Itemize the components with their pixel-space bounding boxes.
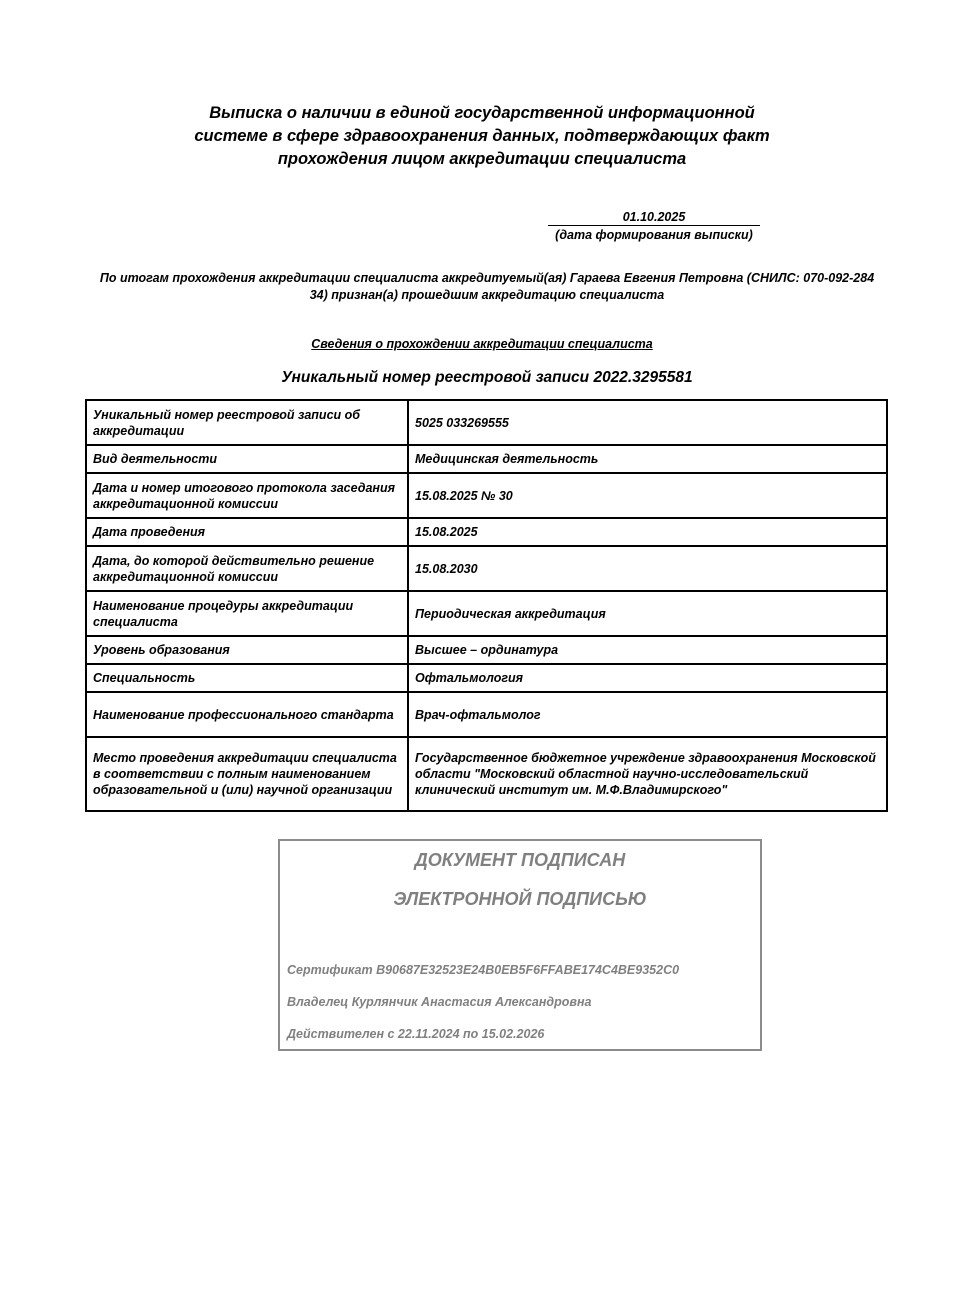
formation-date: 01.10.2025	[548, 209, 760, 226]
accreditation-statement: По итогам прохождения аккредитации специалиста аккредитуемый(ая) Гараева Евгения Петровна (СНИЛС: 070-092-284 34) признан(а) прошедшим аккредитацию специалиста	[99, 271, 875, 302]
table-row	[86, 445, 887, 473]
row-label: Специальность	[86, 664, 408, 692]
section-heading: Сведения о прохождении аккредитации специалиста	[311, 337, 653, 351]
row-label: Дата проведения	[86, 518, 408, 546]
table-row	[86, 546, 887, 591]
registry-number-heading: Уникальный номер реестровой записи 2022.3295581	[281, 369, 693, 386]
table-row	[86, 400, 887, 445]
title-line: прохождения лицом аккредитации специалиста	[277, 150, 687, 168]
signature-title-line1: ДОКУМЕНТ ПОДПИСАН	[414, 850, 626, 870]
row-label: Вид деятельности	[86, 445, 408, 473]
table-row	[86, 692, 887, 737]
row-value: Государственное бюджетное учреждение здравоохранения Московской области "Московский областной научно-исследовательский клинический институт им. М.Ф.Владимирского"	[408, 737, 887, 811]
title-line: системе в сфере здравоохранения данных, подтверждающих факт	[194, 127, 770, 145]
electronic-signature-stamp	[278, 839, 762, 1051]
document-title	[0, 102, 964, 171]
row-label: Дата и номер итогового протокола заседания аккредитационной комиссии	[86, 473, 408, 518]
formation-date-block	[548, 209, 760, 244]
row-label: Наименование процедуры аккредитации специалиста	[86, 591, 408, 636]
row-value: Периодическая аккредитация	[408, 591, 887, 636]
signature-validity: Действителен с 22.11.2024 по 15.02.2026	[287, 1027, 545, 1041]
row-label: Дата, до которой действительно решение аккредитационной комиссии	[86, 546, 408, 591]
row-value: Врач-офтальмолог	[408, 692, 887, 737]
row-value: 15.08.2030	[408, 546, 887, 591]
signature-certificate: Сертификат B90687E32523E24B0EB5F6FFABE174C4BE9352C0	[287, 963, 680, 977]
table-row	[86, 636, 887, 664]
signature-title-line2: ЭЛЕКТРОННОЙ ПОДПИСЬЮ	[393, 889, 647, 909]
table-row	[86, 591, 887, 636]
row-value: Высшее – ординатура	[408, 636, 887, 664]
row-value: Медицинская деятельность	[408, 445, 887, 473]
table-row	[86, 518, 887, 546]
signature-owner: Владелец Курлянчик Анастасия Александровна	[287, 995, 592, 1009]
formation-date-caption: (дата формирования выписки)	[555, 228, 753, 242]
row-label: Место проведения аккредитации специалиста в соответствии с полным наименованием образовательной и (или) научной организации	[86, 737, 408, 811]
row-label: Наименование профессионального стандарта	[86, 692, 408, 737]
title-line: Выписка о наличии в единой государственной информационной	[209, 104, 755, 122]
table-row	[86, 737, 887, 811]
accreditation-details-table	[85, 399, 888, 812]
table-row	[86, 473, 887, 518]
row-label: Уровень образования	[86, 636, 408, 664]
table-row	[86, 664, 887, 692]
row-value: 15.08.2025	[408, 518, 887, 546]
row-value: 15.08.2025 № 30	[408, 473, 887, 518]
row-value: 5025 033269555	[408, 400, 887, 445]
row-value: Офтальмология	[408, 664, 887, 692]
row-label: Уникальный номер реестровой записи об аккредитации	[86, 400, 408, 445]
